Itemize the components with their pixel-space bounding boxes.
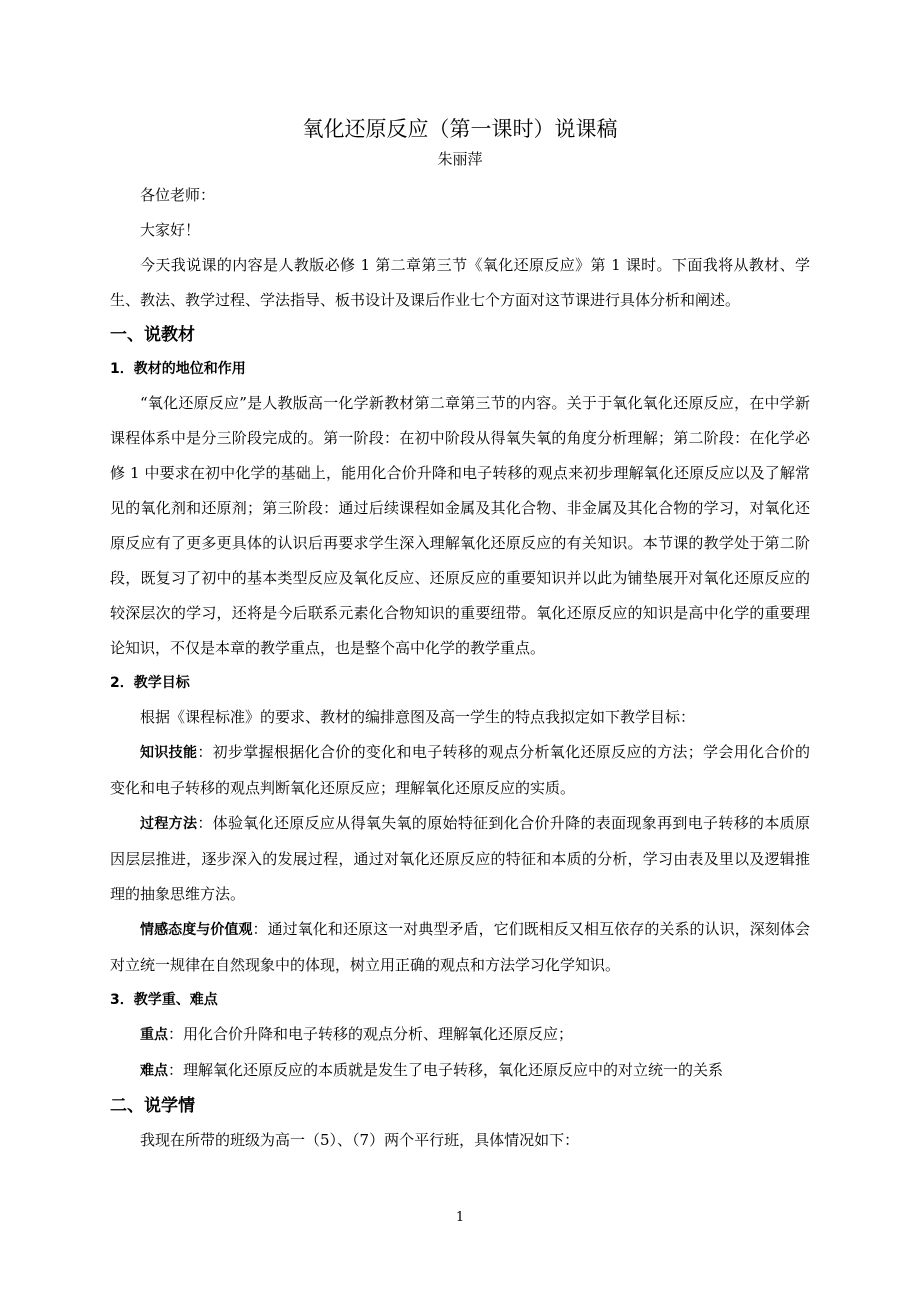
objective-emotion-text: ：通过氧化和还原这一对典型矛盾，它们既相反又相互依存的关系的认识，深刻体会对立统一规律在自然现象中的体现，树立用正确的观点和方法学习化学知识。 bbox=[110, 920, 810, 974]
author-name: 朱丽萍 bbox=[437, 150, 483, 168]
subsection-heading-position: 1．教材的地位和作用 bbox=[110, 361, 246, 377]
document-title: 氧化还原反应（第一课时）说课稿 bbox=[302, 117, 618, 141]
difficult-point-label: 难点 bbox=[140, 1063, 168, 1079]
objective-knowledge-label: 知识技能 bbox=[140, 745, 198, 761]
subsection-heading-key-points: 3．教学重、难点 bbox=[110, 992, 218, 1008]
key-point bbox=[110, 1017, 810, 1053]
students-paragraph: 我现在所带的班级为高一（5）、（7）两个平行班，具体情况如下： bbox=[140, 1131, 580, 1149]
objective-emotion-label: 情感态度与价值观 bbox=[140, 922, 253, 938]
key-point-text: ：用化合价升降和电子转移的观点分析、理解氧化还原反应； bbox=[168, 1025, 574, 1043]
section-heading-teaching-material: 一、说教材 bbox=[110, 325, 195, 345]
objectives-intro: 根据《课程标准》的要求、教材的编排意图及高一学生的特点我拟定如下教学目标： bbox=[140, 708, 696, 726]
section-heading-students: 二、说学情 bbox=[110, 1096, 195, 1116]
subsection-heading-objectives: 2．教学目标 bbox=[110, 675, 190, 691]
key-point-label: 重点 bbox=[140, 1027, 168, 1043]
objective-knowledge bbox=[110, 735, 810, 806]
difficult-point bbox=[110, 1053, 810, 1089]
page-number: 1 bbox=[455, 1210, 465, 1225]
objective-process bbox=[110, 806, 810, 912]
objective-process-text: ：体验氧化还原反应从得氧失氧的原始特征到化合价升降的表面现象再到电子转移的本质原因层层推进，逐步深入的发展过程，通过对氧化还原反应的特征和本质的分析，学习由表及里以及逻辑推理的抽象思维方法。 bbox=[110, 814, 811, 903]
intro-paragraph: 今天我说课的内容是人教版必修 1 第二章第三节《氧化还原反应》第 1 课时。下面我将从教材、学生、教法、教学过程、学法指导、板书设计及课后作业七个方面对这节课进行具体分析和阐述。 bbox=[110, 256, 810, 309]
objective-process-label: 过程方法 bbox=[140, 816, 198, 832]
objective-knowledge-text: ：初步掌握根据化合价的变化和电子转移的观点分析氧化还原反应的方法；学会用化合价的变化和电子转移的观点判断氧化还原反应；理解氧化还原反应的实质。 bbox=[110, 743, 811, 797]
objective-emotion bbox=[110, 912, 810, 983]
greeting: 各位老师： bbox=[140, 186, 216, 204]
document-body bbox=[110, 112, 810, 1158]
salute: 大家好！ bbox=[140, 221, 201, 239]
difficult-point-text: ：理解氧化还原反应的本质就是发生了电子转移，氧化还原反应中的对立统一的关系 bbox=[168, 1061, 724, 1079]
position-paragraph: “氧化还原反应”是人教版高一化学新教材第二章第三节的内容。关于于氧化氧化还原反应，在中学新课程体系中是分三阶段完成的。第一阶段：在初中阶段从得氧失氧的角度分析理解；第二阶段：在化学必修 1 中要求在初中化学的基础上，能用化合价升降和电子转移的观点来初步理解氧化还原反应以及了解常见的氧化剂和还原剂；第三阶段：通过后续课程如金属及其化合物、非金属及其化合物的学习，对氧化还原反应有了更多更具体的认识后再要求学生深入理解氧化还原反应的有关知识。本节课的教学处于第二阶段，既复习了初中的基本类型反应及氧化反应、还原反应的重要知识并以此为铺垫展开对氧化还原反应的较深层次的学习，还将是今后联系元素化合物知识的重要纽带。氧化还原反应的知识是高中化学的重要理论知识，不仅是本章的教学重点，也是整个高中化学的教学重点。 bbox=[110, 394, 810, 657]
